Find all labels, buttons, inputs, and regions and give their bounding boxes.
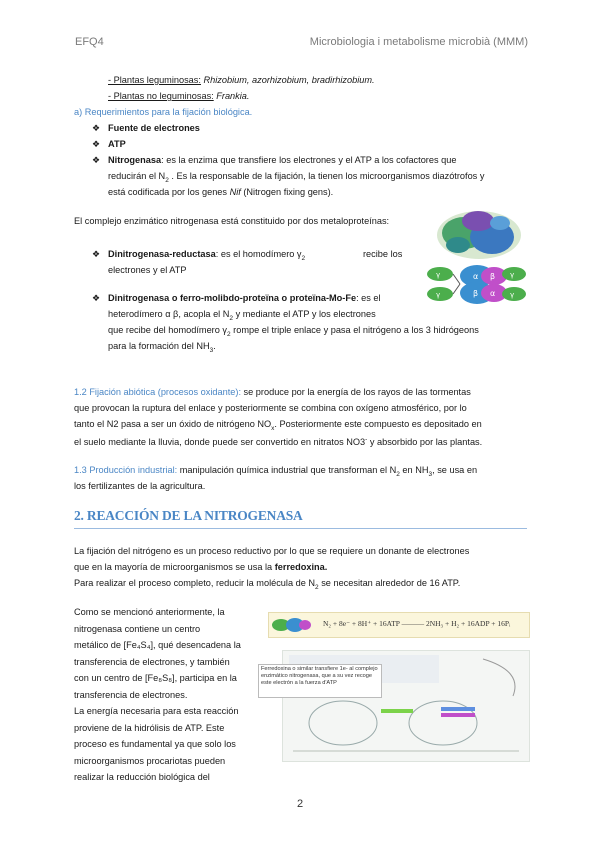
diagram-callout: Ferredoxina o similar transfiere 1e- al complejo enzimático nitrogenasa, que a su vez recoge este electrón a la fuerza d'ATP [258,664,382,698]
label-alpha-2: α [490,289,496,298]
dinitro-mofe-2: heterodímero α β, acopla el $N_2$ y mediante el ATP y los electrones [108,309,376,322]
header-left: EFQ4 [75,36,104,48]
dinitro-mofe-3: que recibe del homodímero $\gamma_2$ rompe el triple enlace y pasa el nitrógeno a los 3 hidrógeons [108,325,479,338]
label-beta-2: β [490,272,496,281]
reaction-2: que en la mayoría de microorganismos se usa la ferredoxina. [74,562,328,572]
dinitro-reductasa-1: Dinitrogenasa-reductasa: es el homodímero $\gamma_2$ [108,249,306,262]
dinitro-mofe-1: Dinitrogenasa o ferro-molibdo-proteïna o proteïna-Mo-Fe: es el [108,293,381,303]
label-beta: β [473,289,479,298]
protein-structure-image [434,205,524,261]
left-line: con un centro de [Fe₈S₈], participa en la [74,673,237,683]
reaction-3: Para realizar el proceso completo, reducir la molécula de $N_2$ se necesitan alrededor de 16 ATP. [74,578,461,591]
plants-no-leguminosas: - Plantas no leguminosas: Frankia. [108,91,250,101]
diamond-bullet-icon: ❖ [92,155,101,165]
req-electrones: Fuente de electrones [108,123,200,133]
req-nitrogenasa: Nitrogenasa: es la enzima que transfiere los electrones y el ATP a los cofactores que [108,155,457,165]
left-line: nitrogenasa contiene un centro [74,623,201,634]
industrial-1: 1.3 Producción industrial: manipulación química industrial que transforman el $N_2$ en $NH_3$, se usa en [74,465,478,478]
abiotica-4: el suelo mediante la lluvia, donde puede ser convertido en nitratos NO3- y absorbido por las plantas. [74,436,483,448]
label-gamma-3: γ [510,271,515,279]
plants-leguminosas: - Plantas leguminosas: Rhizobium, azorhizobium, bradirhizobium. [108,75,375,85]
left-line: Como se mencionó anteriormente, la [74,607,225,617]
industrial-2: los fertilizantes de la agricultura. [74,481,206,491]
req-nitrogenasa-2: reducirán el $N_2$ . Es la responsable de la fijación, la tienen los microorganismos diazótrofos y [108,171,485,184]
equation-text: N₂ + 8e⁻ + 8H⁺ + 16ATP ——— 2NH₃ + H₂ + 16ADP + 16Pᵢ [323,619,511,628]
left-line: proviene de la hidrólisis de ATP. Este [74,722,225,733]
abiotica-3: tanto el N2 pasa a ser un óxido de nitrógeno $NO_x$. Posteriormente este compuesto es depositado en [74,419,482,432]
left-line: transferencia de electrones. [74,689,188,700]
label-alpha: α [473,272,479,281]
diamond-bullet-icon: ❖ [92,293,101,303]
abiotica-2: que provocan la ruptura del enlace y posteriormente se combina con oxígeno atmosférico, por lo [74,403,467,413]
diamond-bullet-icon: ❖ [92,249,101,259]
left-line: microorganismos procariotas pueden [74,755,226,766]
left-line: transferencia de electrones, y también [74,656,230,667]
mini-protein-icon [271,614,311,636]
left-line: realizar la reducción biológica del [74,772,210,782]
header-right: Microbiologia i metabolisme microbià (MMM) [309,36,528,48]
section-heading: 2. REACCIÓN DE LA NITROGENASA [74,508,303,523]
dinitro-reductasa-1b: recibe los [363,249,403,259]
dinitro-mofe-4: para la formación del $NH_3$. [108,341,216,354]
complex-intro: El complejo enzimático nitrogenasa está constituido por dos metaloproteínas: [74,216,390,226]
diamond-bullet-icon: ❖ [92,139,101,149]
label-gamma-2: γ [436,291,441,299]
heading-divider [74,528,527,529]
nitrogenase-subunit-diagram [426,262,528,308]
reaction-1: La fijación del nitrógeno es un proceso reductivo por lo que se requiere un donante de electrones [74,546,470,556]
left-column [74,604,250,786]
req-nitrogenasa-3: está codificada por los genes Nif (Nitrogen fixing gens). [108,187,334,197]
req-atp: ATP [108,139,126,149]
left-line: metálico de [Fe₄S₄], qué desencadena la [74,640,241,650]
page-number: 2 [296,798,304,810]
label-gamma-4: γ [510,291,515,299]
equation-box [268,612,530,638]
abiotica-1: 1.2 Fijación abiótica (procesos oxidante): se produce por la energía de los rayos de las tormentas [74,387,471,397]
dinitro-reductasa-2: electrones y el ATP [108,265,187,275]
req-title: a) Requerimientos para la fijación biológica. [74,107,253,117]
label-gamma-1: γ [436,271,441,279]
diamond-bullet-icon: ❖ [92,123,101,133]
left-line: proceso es fundamental ya que solo los [74,739,236,749]
left-line: La energía necesaria para esta reacción [74,706,239,716]
